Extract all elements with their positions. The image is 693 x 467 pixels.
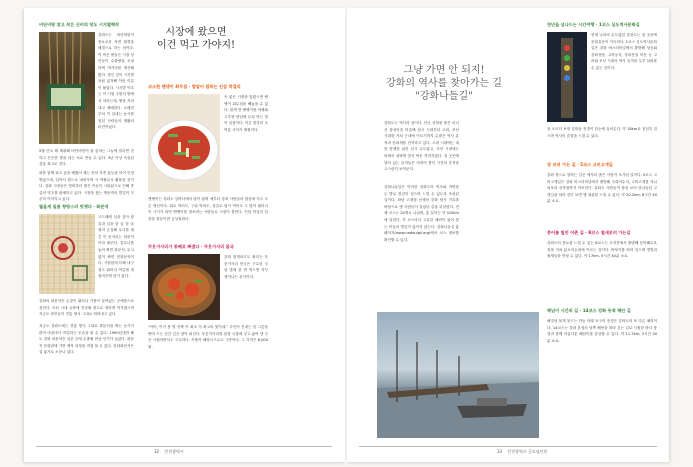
right-intro-para2: 강화나들길은 이러한 강화도의 역사와 자연을 두 발로 천천히 걸으며 느낄 수 있도록 조성된 길이다. 화남 고재형 선생의 강화 답사 기록을 바탕으로 옛 사람들이 걸었던 길을 되살렸다. 전체 코스는 20개로 나뉘며, 총 길이는 약 310km에 달한다. 각 코스마다 고유한 매력이 있어 찾는 이들의 발길이 끊이지 않는다. 강화나들길 홈페이지(www.nadeulgil.org)에서 코스 정보를 확인할 수 있다.	[384, 185, 459, 242]
left-footer-rule	[36, 446, 332, 447]
left-page-title	[146, 26, 246, 52]
left-section4-para2: "아아, 이거 봄 별 진짜 이 최초 이 최고의 맛이네." 주인이 건네는 한 그릇을 받아 드는 순간 깊은 향이 퍼진다. 뚜웃거사리를 된장 국물에 넣고 끓여 낸 국은 시원하면서도 구수하다. 속풀이 해장국으로도 그만이다. 그 가격은 8,000원.	[148, 325, 268, 349]
left-section3-heading: 코소한 밴댕이 회무침 · 밥알이 씹히는 인삼 막걸리	[148, 84, 241, 89]
left-section3-para: 속 좋은 시장을 맛봤으면 밴댕이 회무침을 빼놓을 수 없다. 잘게 썬 밴댕이를 야채와 고추장 양념에 무쳐 먹는 맛이 일품이다. 이른 봄부터 초여름 사이가 제철이다.	[224, 95, 268, 132]
left-title-line2: 이건 먹고 가야지!	[157, 40, 235, 51]
right-title-line2: 강화의 역사를 찾아가는 길	[386, 78, 502, 89]
left-section1-para2: 5월 단오 때 제취해 비단비랑이 잘 통하는 그늘에 말리면 진하고 은은한 향을 내는 차로 만들 수 있다. 3년 이상 숙성된 것을 최고로 친다.	[39, 149, 134, 167]
right-page-number: 33	[497, 449, 503, 454]
left-section4-para: 강화 칠게라고도 불리는 뚜웃거사리 봄국은 구수한 국물 맛에 한 번 먹으면 자꾸 생각나는 음식이다.	[224, 255, 268, 279]
right-section1-para2: 을 오르다 보면 강화읍 전경이 한눈에 들어온다. 약 18km로 천천히 걸으며 역사의 숨결을 느낄 수 있다.	[547, 127, 657, 138]
left-section1-para: 강화도는 비단비랑이 풍요로운 자연 환경을 배경으로 하는 섬이다. 이 작은 밭들은 시장 상인들이 수확량을 조절하며 먹거리를 생산해 왔다. 생긴 것이 시지발처럼 넓적해 이런 이름이 붙었다. 시지발 약초는 이 시장 주변의 밭에서 자라는데, 땅을 지켜내고 재배한다. 오래전부터 이 일대는 농사를 짓던 사람들의 생활의 터전이었다.	[98, 33, 134, 130]
right-intro-para: 강화도는 역사의 섬이다. 단군 신화를 품은 마니산 참성단을 비롯해 삼국 시대부터 고려, 조선 시대를 거쳐 근대에 이르기까지 수많은 역사 유적과 문화재를 간직하고 있다. 고려 시대에는 대몽 항쟁을 위한 임시 수도였고, 조선 시대에는 외세의 침략에 맞서 싸운 격전지였다. 섬 곳곳에 남아 있는 유적들은 켜켜이 쌓인 시간의 흔적을 고스란히 보여준다.	[384, 121, 459, 172]
crab-soup-photo	[148, 254, 220, 320]
left-section1-heading: 비단비랑 찾고 작은 신비의 땅도 시지발랙작	[39, 22, 120, 27]
right-section2-heading: 장 보러 가는 길 · 5코스 고비고개길	[547, 162, 613, 167]
left-section4-heading: 뚜웃거사리가 통째로 빠졌다 · 뚜웃거사리 봄국	[148, 244, 234, 249]
left-section1-para3: 꽈를 함께 피고 꿈을 배웠어 채는 종의 각종 효능을 이어 인정받았으며, 살아서 힘으로 내어가며 시 역할로서 활용된 것이다. 강화 시장들은 벌써부터 많은 이들이 시판됨으로 인해 종류의 약초를 판매하고 있다. 시장을 찾는 방문객의 발길이 꾸준히 이어지고 있다.	[39, 171, 134, 202]
right-title-line3: "강화나들길"	[415, 91, 473, 102]
left-footer	[154, 449, 184, 456]
herb-bundle-photo	[39, 32, 95, 144]
right-section3-para: 강화도의 풍요를 느낄 수 있는 8코스는 초지진에서 출발해 동막해수욕장을 거쳐 분오리돈대에 이르는 길이다. 바닷가를 따라 걸으며 갯벌과 철새들을 만날 수 있다. 약 17km, 5시간 40분 소요.	[547, 241, 657, 259]
right-section3-heading: 풍어를 빌던 어촌 길 · 8코스 철새보러 가는길	[547, 230, 631, 235]
right-section1-para: 현재 나라의 수도였던 강화도는 섬 곳곳에 문화유산이 가득하다. 1코스 심도역사문화길은 강화 버스터미널에서 출발해 성공회 강화성당, 고려궁지, 강화산성 북문 등 고려와 조선 시대의 역사 유적을 두루 살펴볼 수 있는 길이다.	[591, 33, 657, 70]
right-section4-heading: 해넘이 시간의 길 · 14코스 강화 동쪽 해안 길	[547, 308, 631, 313]
riverside-pier-photo	[377, 312, 539, 438]
hwamunseok-mat-photo	[39, 214, 95, 294]
baendaengi-dish-photo	[148, 94, 220, 192]
left-magazine-name: 인천광역시	[164, 449, 184, 454]
right-page-title	[357, 64, 531, 103]
right-title-line1: 그냥 가면 안 되지!	[403, 65, 485, 76]
right-magazine-name: 인천광역시 굿모닝인천	[507, 449, 548, 454]
left-title-line1: 시장에 왔으면	[165, 27, 227, 38]
right-section1-heading: 천년을 넘나드는 시간여행 · 1코스 심도역사문화길	[547, 22, 640, 27]
right-footer-rule	[359, 446, 657, 447]
left-page-number: 32	[154, 449, 160, 454]
right-section2-para: 강화 장으로 향하는 길은 예부터 많은 사람이 오가던 길이다. 5코스 고비고개길은 강화 버스터미널에서 출발해 국화저수지, 고비고개를 지나 외포리 선착장까지 이어진다. 강화도 사람들이 장을 보러 넘나들던 고갯길을 따라 걷다 보면 옛 정취를 느낄 수 있다. 약 20.2km, 6시간 40분 소요.	[547, 173, 657, 204]
right-section4-para: 해질녘 붉게 물드는 하늘 아래 포구의 풍경은 강화도의 또 다른 매력이다. 14코스는 강화 본섬의 남쪽 해안을 따라 걷는 길로 시원한 바다 풍경과 함께 아름다운 해넘이를 감상할 수 있다. 약 11.7km, 3시간 30분 소요.	[547, 319, 657, 343]
right-page	[347, 8, 669, 462]
left-section2-para: 고드래에 실을 감아 왕골과 실을 한 올 한 올 엮어 손질해 무늬를 새긴 이 돗자리는 화문석이라 불린다. 꽃무늬를 놓아 짜면 화문석, 무늬 없이 짜면 민화문석이다. 시원함에 더해 내구성도 뛰어나 여름철 대청마루에 깔기 좋다.	[98, 215, 134, 279]
left-section2-para2: 강화의 화문석은 손맛이 뛰어나 기품이 살아있는 공예품으로 꼽힌다. 조선 시대 궁중에 진상될 정도로 귀하게 여겨졌으며 지금도 장인들이 전통 방식 그대로 엮어내고 있다.	[39, 299, 134, 317]
left-section2-para3: 지금도 강화도에는 전통 방식 그대로 화문석을 짜는 농가가 많아 마을마다 작업하는 모습을 볼 수 있다. 1990년대만 해도 강화 화문석은 일본 등에 수출될 만큼 인기가 높았다. 화문석 문화관에 가면 제작 과정을 직접 볼 수 있다. 강화화문석은 질 좋기로 소문나 있다.	[39, 324, 134, 355]
left-section2-heading: 뭘을게 일품 향방스러 멋쟁다 · 화문석	[39, 204, 109, 209]
left-page	[24, 8, 345, 462]
left-section3-para2: 밴댕이는 강화도 앞바다에서 많이 잡혀 예부터 강화 사람들의 밥상에 자주 오른 생선이다. 회로 먹어도, 구워 먹어도, 젓갈로 담가 먹어도 그 맛이 뛰어나 이 시기가 되면 밴댕이를 맛보려는 사람들로 시장이 붐빈다. 인삼 막걸리 한 잔을 곁들이면 금상첨화다.	[148, 197, 268, 221]
right-footer	[497, 449, 547, 456]
monument-post-photo	[547, 32, 587, 122]
